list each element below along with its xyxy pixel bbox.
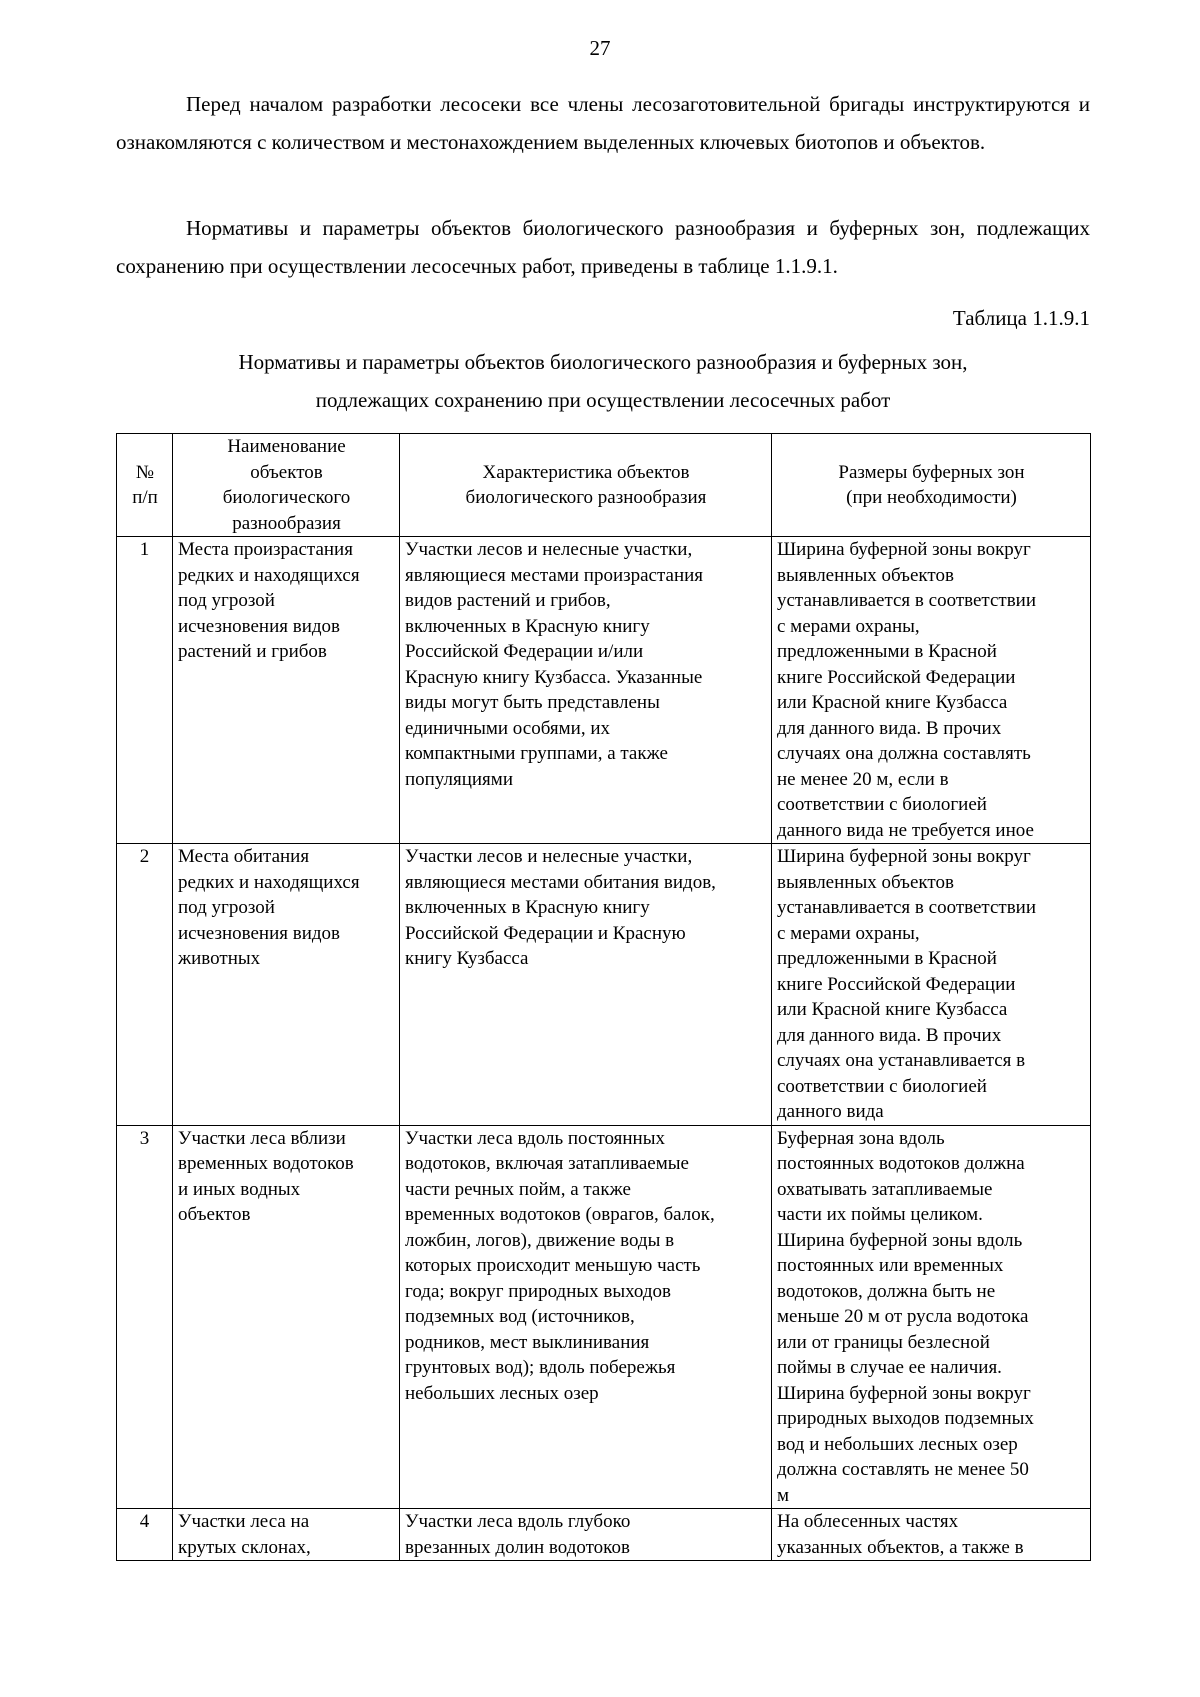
header-characteristics: Характеристика объектов биологического разнообразия xyxy=(400,434,772,537)
header-buffer-zones: Размеры буферных зон (при необходимости) xyxy=(772,434,1091,537)
description-cell: Участки лесов и нелесные участки, являющиеся местами обитания видов, включенных в Красную книгу Российской Федерации и Красную книгу Кузбасса xyxy=(400,844,772,1126)
table-row xyxy=(117,1125,1091,1509)
intro-paragraph: Перед началом разработки лесосеки все члены лесозаготовительной бригады инструктируются и ознакомляются с количеством и местонахождением выделенных ключевых биотопов и объектов. xyxy=(116,92,1090,154)
object-name-cell: Места произрастания редких и находящихся под угрозой исчезновения видов растений и грибов xyxy=(173,537,400,844)
buffer-zone-cell: Ширина буферной зоны вокруг выявленных объектов устанавливается в соответствии с мерами охраны, предложенными в Красной книге Российской Федерации или Красной книге Кузбасса для данного вида. В прочих случаях она устанавливается в соответствии с биологией данного вида xyxy=(772,844,1091,1126)
header-number: № п/п xyxy=(117,434,173,537)
table-header-row xyxy=(117,434,1091,537)
table-row xyxy=(117,844,1091,1126)
object-name-cell: Участки леса вблизи временных водотоков и иных водных объектов xyxy=(173,1125,400,1509)
description-cell: Участки леса вдоль глубоко врезанных долин водотоков xyxy=(400,1509,772,1561)
table-number: Таблица 1.1.9.1 xyxy=(952,306,1090,330)
header-object-name: Наименование объектов биологического разнообразия xyxy=(173,434,400,537)
table-caption xyxy=(116,343,1090,419)
table-row xyxy=(117,537,1091,844)
biodiversity-table xyxy=(116,433,1091,1561)
buffer-zone-cell: Ширина буферной зоны вокруг выявленных объектов устанавливается в соответствии с мерами охраны, предложенными в Красной книге Российской Федерации или Красной книге Кузбасса для данного вида. В прочих случаях она должна составлять не менее 20 м, если в соответствии с биологией данного вида не требуется иное xyxy=(772,537,1091,844)
table-caption-line-1: Нормативы и параметры объектов биологического разнообразия и буферных зон, xyxy=(238,350,968,374)
row-number: 2 xyxy=(117,844,173,1126)
norms-paragraph: Нормативы и параметры объектов биологического разнообразия и буферных зон, подлежащих сохранению при осуществлении лесосечных работ, приведены в таблице 1.1.9.1. xyxy=(116,216,1090,278)
object-name-cell: Места обитания редких и находящихся под угрозой исчезновения видов животных xyxy=(173,844,400,1126)
table-row xyxy=(117,1509,1091,1561)
description-cell: Участки леса вдоль постоянных водотоков, включая затапливаемые части речных пойм, а также временных водотоков (оврагов, балок, ложбин, логов), движение воды в которых происходит меньшую часть года; вокруг природных выходов подземных вод (источников, родников, мест выклинивания грунтовых вод); вдоль побережья небольших лесных озер xyxy=(400,1125,772,1509)
row-number: 1 xyxy=(117,537,173,844)
row-number: 4 xyxy=(117,1509,173,1561)
buffer-zone-cell: На облесенных частях указанных объектов, а также в xyxy=(772,1509,1091,1561)
table-caption-line-2: подлежащих сохранению при осуществлении лесосечных работ xyxy=(315,388,891,412)
row-number: 3 xyxy=(117,1125,173,1509)
page-number: 27 xyxy=(589,36,611,60)
buffer-zone-cell: Буферная зона вдоль постоянных водотоков должна охватывать затапливаемые части их поймы целиком. Ширина буферной зоны вдоль постоянных или временных водотоков, должна быть не меньше 20 м от русла водотока или от границы безлесной поймы в случае ее наличия. Ширина буферной зоны вокруг природных выходов подземных вод и небольших лесных озер должна составлять не менее 50 м xyxy=(772,1125,1091,1509)
description-cell: Участки лесов и нелесные участки, являющиеся местами произрастания видов растений и грибов, включенных в Красную книгу Российской Федерации и/или Красную книгу Кузбасса. Указанные виды могут быть представлены единичными особями, их компактными группами, а также популяциями xyxy=(400,537,772,844)
object-name-cell: Участки леса на крутых склонах, xyxy=(173,1509,400,1561)
